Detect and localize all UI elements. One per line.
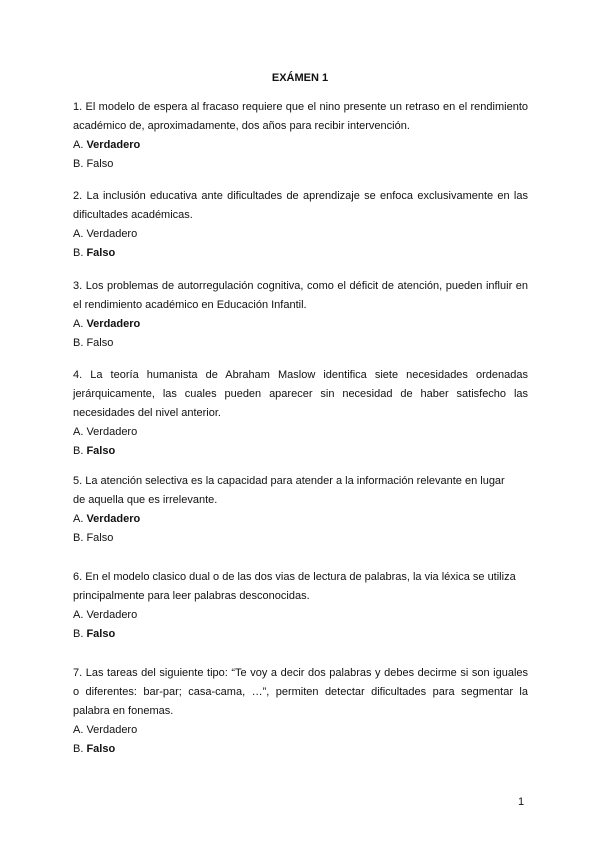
option-a-prefix: A. [73,724,87,736]
option-b [73,334,528,353]
question-3 [73,277,528,353]
page-number: 1 [518,796,525,808]
option-a-text: Verdadero [86,318,141,330]
option-a-prefix: A. [73,609,87,621]
question-stem: 3. Los problemas de autorregulación cognitiva, como el déficit de atención, pueden influir en el rendimiento académico en Educación Infantil. [73,280,528,311]
question-7 [73,664,528,759]
option-b-text: Falso [86,337,114,349]
option-b [73,244,528,263]
option-a-text: Verdadero [86,609,138,621]
question-stem: 7. Las tareas del siguiente tipo: “Te voy a decir dos palabras y debes decirme si son iguales o diferentes: bar-par; casa-cama, …”, permiten detectar dificultades para segmentar la palabra en fonemas. [73,667,528,717]
option-b-text: Falso [86,158,114,170]
option-b-text: Falso [86,445,116,457]
question-stem: 1. El modelo de espera al fracaso requiere que el nino presente un retraso en el rendimiento académico de, aproximadamente, dos años para recibir intervención. [73,101,528,132]
option-b-prefix: B. [73,445,87,457]
option-a [73,606,523,625]
option-a-prefix: A. [73,228,87,240]
option-a [73,225,528,244]
question-2 [73,187,528,263]
option-a-text: Verdadero [86,426,138,438]
option-a-prefix: A. [73,513,87,525]
option-a-prefix: A. [73,426,87,438]
option-a [73,721,528,740]
option-b [73,740,528,759]
option-b [73,155,528,174]
question-stem: 4. La teoría humanista de Abraham Maslow identifica siete necesidades ordenadas jerárquicamente, las cuales pueden aparecer sin necesidad de haber satisfecho las necesidades del nivel anterior. [73,369,528,419]
option-b-text: Falso [86,532,114,544]
question-5 [73,472,513,548]
option-a-text: Verdadero [86,724,138,736]
option-a-text: Verdadero [86,139,141,151]
question-6 [73,568,523,644]
option-b [73,625,523,644]
question-4 [73,366,528,461]
option-b-text: Falso [86,247,116,259]
option-b [73,529,513,548]
option-b [73,442,528,461]
question-stem: 6. En el modelo clasico dual o de las dos vias de lectura de palabras, la via léxica se utiliza principalmente para leer palabras desconocidas. [73,571,516,602]
option-b-prefix: B. [73,247,87,259]
option-b-prefix: B. [73,743,87,755]
option-a-prefix: A. [73,139,87,151]
option-b-prefix: B. [73,337,87,349]
option-a [73,510,513,529]
question-stem: 2. La inclusión educativa ante dificultades de aprendizaje se enfoca exclusivamente en las dificultades académicas. [73,190,528,221]
question-1 [73,98,528,174]
page-title: EXÁMEN 1 [271,72,329,84]
option-b-text: Falso [86,628,116,640]
option-a [73,136,528,155]
option-a-prefix: A. [73,318,87,330]
option-a-text: Verdadero [86,513,141,525]
option-a-text: Verdadero [86,228,138,240]
option-a [73,315,528,334]
option-b-text: Falso [86,743,116,755]
question-stem: 5. La atención selectiva es la capacidad para atender a la información relevante en lugar de aquella que es irrelevante. [73,475,505,506]
option-a [73,423,528,442]
option-b-prefix: B. [73,628,87,640]
option-b-prefix: B. [73,532,87,544]
option-b-prefix: B. [73,158,87,170]
